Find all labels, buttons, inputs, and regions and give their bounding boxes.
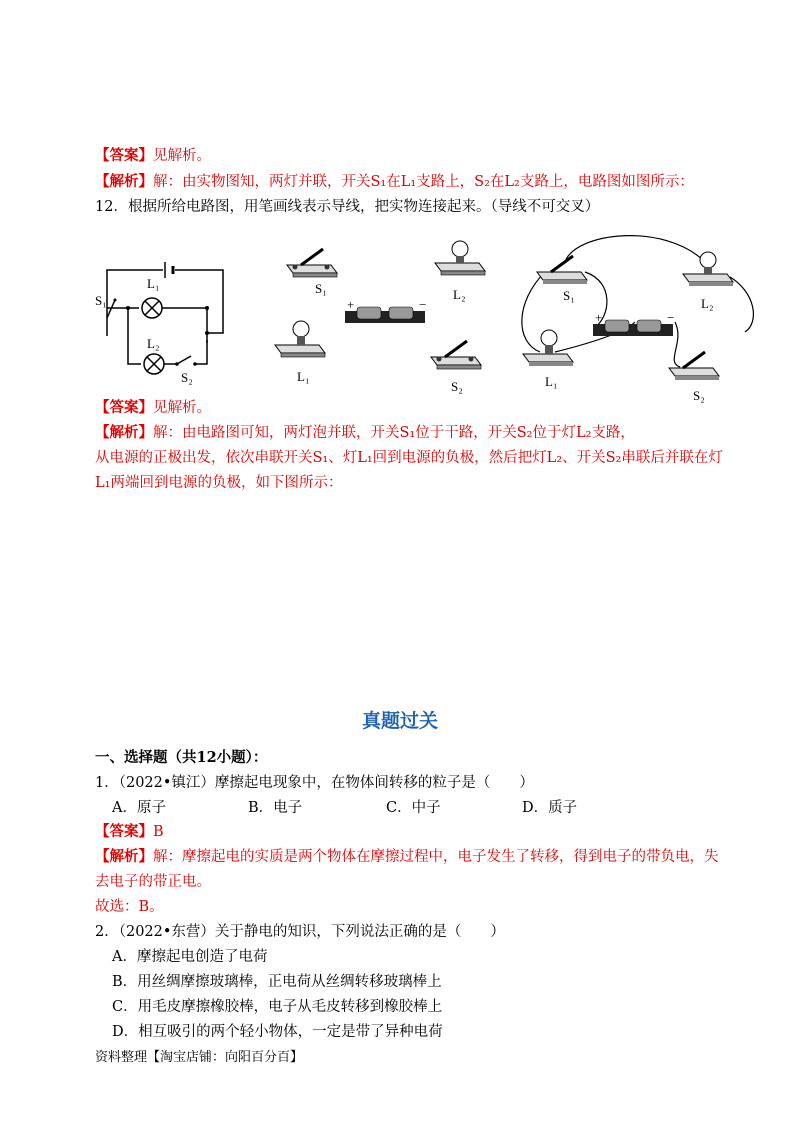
battery-plus: + — [347, 297, 355, 312]
answer-text: B — [153, 824, 164, 840]
battery-minus: − — [419, 297, 427, 312]
q1-analysis-2: 去电子的带正电。 — [95, 874, 211, 890]
answer-text: 见解析。 — [153, 148, 211, 164]
q1-conclusion: 故选：B。 — [95, 899, 164, 915]
connected-plus: + — [595, 310, 603, 325]
q1-analysis-1 — [95, 847, 719, 867]
answer-tag: 【答案】 — [95, 823, 153, 840]
footer: 资料整理【淘宝店铺：向阳百分百】 — [95, 1050, 304, 1065]
q1-option-c: C．中子 — [386, 800, 441, 816]
q12-analysis-1 — [95, 423, 635, 443]
answer-tag: 【答案】 — [95, 399, 153, 416]
prev-answer — [95, 146, 211, 166]
analysis-text: 解：摩擦起电的实质是两个物体在摩擦过程中，电子发生了转移，得到电子的带负电，失 — [153, 849, 719, 865]
analysis-tag: 【解析】 — [95, 848, 153, 865]
diagram-label-l2: L₂ — [147, 336, 160, 351]
analysis-tag: 【解析】 — [95, 173, 153, 190]
q1-answer — [95, 822, 164, 842]
section-heading: 一、选择题（共12小题）： — [95, 749, 268, 766]
circuit-diagram — [95, 248, 235, 388]
q2-option-b: B．用丝绸摩擦玻璃棒，正电荷从丝绸转移玻璃棒上 — [112, 974, 442, 990]
battery-icon — [345, 307, 425, 323]
q2-option-a: A．摩擦起电创造了电荷 — [112, 949, 268, 965]
q1-option-d: D．质子 — [522, 800, 578, 816]
answer-text: 见解析。 — [153, 400, 211, 416]
q1-option-b: B．电子 — [248, 800, 303, 816]
q1-option-a: A．原子 — [112, 800, 166, 816]
analysis-text: 解：由电路图可知，两灯泡并联，开关S₁位于干路，开关S₂位于灯L₂支路， — [153, 425, 635, 441]
q2-option-c: C．用毛皮摩擦橡胶棒，电子从毛皮转移到橡胶棒上 — [112, 999, 443, 1015]
analysis-tag: 【解析】 — [95, 424, 153, 441]
component-label-l1: L₁ — [297, 369, 310, 384]
connected-minus: − — [667, 310, 675, 325]
q12-answer — [95, 398, 211, 418]
bulb-l1-icon — [275, 321, 325, 357]
bulb-l2-icon — [435, 241, 485, 275]
connected-label-s1: S₁ — [563, 288, 575, 303]
connected-label-l1: L₁ — [545, 374, 558, 389]
connected-label-s2: S₂ — [693, 388, 705, 403]
q2-option-d: D．相互吸引的两个轻小物体，一定是带了异种电荷 — [112, 1024, 443, 1040]
switch-s1-icon — [287, 249, 337, 277]
switch-s2-icon — [431, 341, 481, 369]
component-label-l2: L₂ — [453, 287, 466, 302]
section-title: 真题过关 — [361, 710, 438, 732]
q12-analysis-2: 从电源的正极出发，依次串联开关S₁、灯L₁回到电源的负极，然后把灯L₂、开关S₂串联后并联在灯 — [95, 450, 723, 466]
q1-question: 1．（2022•镇江）摩擦起电现象中，在物体间转移的粒子是（ ） — [95, 775, 534, 791]
q12-question: 12．根据所给电路图，用笔画线表示导线，把实物连接起来。（导线不可交叉） — [95, 199, 600, 215]
q12-analysis-3: L₁两端回到电源的负极，如下图所示： — [95, 475, 343, 491]
connected-figure — [515, 222, 785, 404]
analysis-text: 解：由实物图知，两灯并联，开关S₁在L₁支路上，S₂在L₂支路上，电路图如图所示： — [153, 174, 694, 190]
component-label-s2: S₂ — [451, 379, 463, 394]
prev-analysis — [95, 172, 694, 192]
components-figure — [265, 235, 505, 395]
component-label-s1: S₁ — [315, 281, 327, 296]
diagram-label-s1: S₁ — [95, 293, 107, 308]
connected-label-l2: L₂ — [701, 296, 714, 311]
answer-tag: 【答案】 — [95, 147, 153, 164]
diagram-label-s2: S₂ — [181, 370, 193, 385]
q2-question: 2．（2022•东营）关于静电的知识，下列说法正确的是（ ） — [95, 924, 505, 940]
diagram-label-l1: L₁ — [147, 276, 160, 291]
